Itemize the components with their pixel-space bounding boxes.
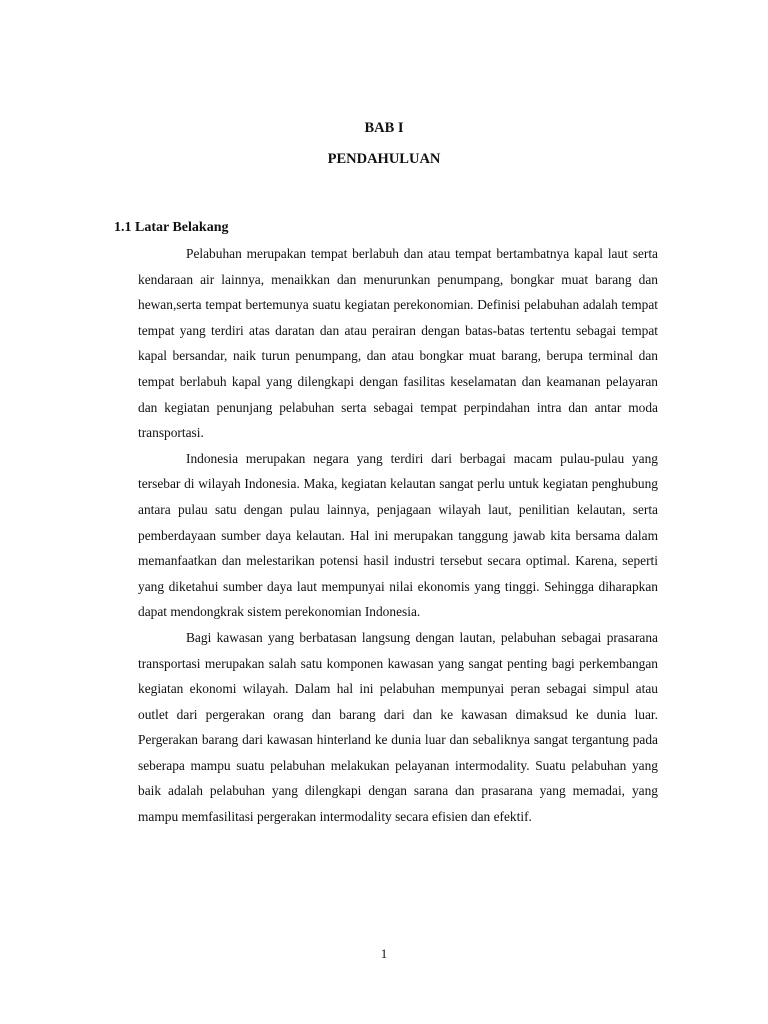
chapter-number: BAB I (364, 120, 404, 136)
chapter-title: PENDAHULUAN (327, 151, 441, 167)
page-number: 1 (380, 946, 388, 961)
paragraph-2: Indonesia merupakan negara yang terdiri dari berbagai macam pulau-pulau yang tersebar di wilayah Indonesia. Maka, kegiatan kelautan sangat perlu untuk kegiatan penghubung antara pulau satu dengan pulau lainnya, penjagaan wilayah laut, penilitian kelautan, serta pemberdayaan sumber daya kelautan. Hal ini merupakan tanggung jawab kita bersama dalam memanfaatkan dan melestarikan potensi hasil industri tersebut secara optimal. Karena, seperti yang diketahui sumber daya laut mempunyai nilai ekonomis yang tinggi. Sehingga diharapkan dapat mendongkrak sistem perekonomian Indonesia. (138, 450, 658, 620)
paragraph-1: Pelabuhan merupakan tempat berlabuh dan atau tempat bertambatnya kapal laut serta kendaraan air lainnya, menaikkan dan menurunkan penumpang, bongkar muat barang dan hewan,serta tempat bertemunya suatu kegiatan perekonomian. Definisi pelabuhan adalah tempat tempat yang terdiri atas daratan dan atau perairan dengan batas-batas tertentu sebagai tempat kapal bersandar, naik turun penumpang, dan atau bongkar muat barang, berupa terminal dan tempat berlabuh kapal yang dilengkapi dengan fasilitas keselamatan dan keamanan pelayaran dan kegiatan penunjang pelabuhan serta sebagai tempat perpindahan intra dan antar moda transportasi. (138, 246, 658, 441)
paragraph-3: Bagi kawasan yang berbatasan langsung dengan lautan, pelabuhan sebagai prasarana transportasi merupakan salah satu komponen kawasan yang sangat penting bagi perkembangan kegiatan ekonomi wilayah. Dalam hal ini pelabuhan mempunyai peran sebagai simpul atau outlet dari pergerakan orang dan barang dari dan ke kawasan dimaksud ke dunia luar. Pergerakan barang dari kawasan hinterland ke dunia luar dan sebaliknya sangat tergantung pada seberapa mampu suatu pelabuhan melakukan pelayanan intermodality. Suatu pelabuhan yang baik adalah pelabuhan yang dilengkapi dengan sarana dan prasarana yang memadai, yang mampu memfasilitasi pergerakan intermodality secara efisien dan efektif. (138, 629, 658, 825)
section-heading: 1.1 Latar Belakang (114, 220, 229, 235)
body-text (138, 241, 658, 830)
